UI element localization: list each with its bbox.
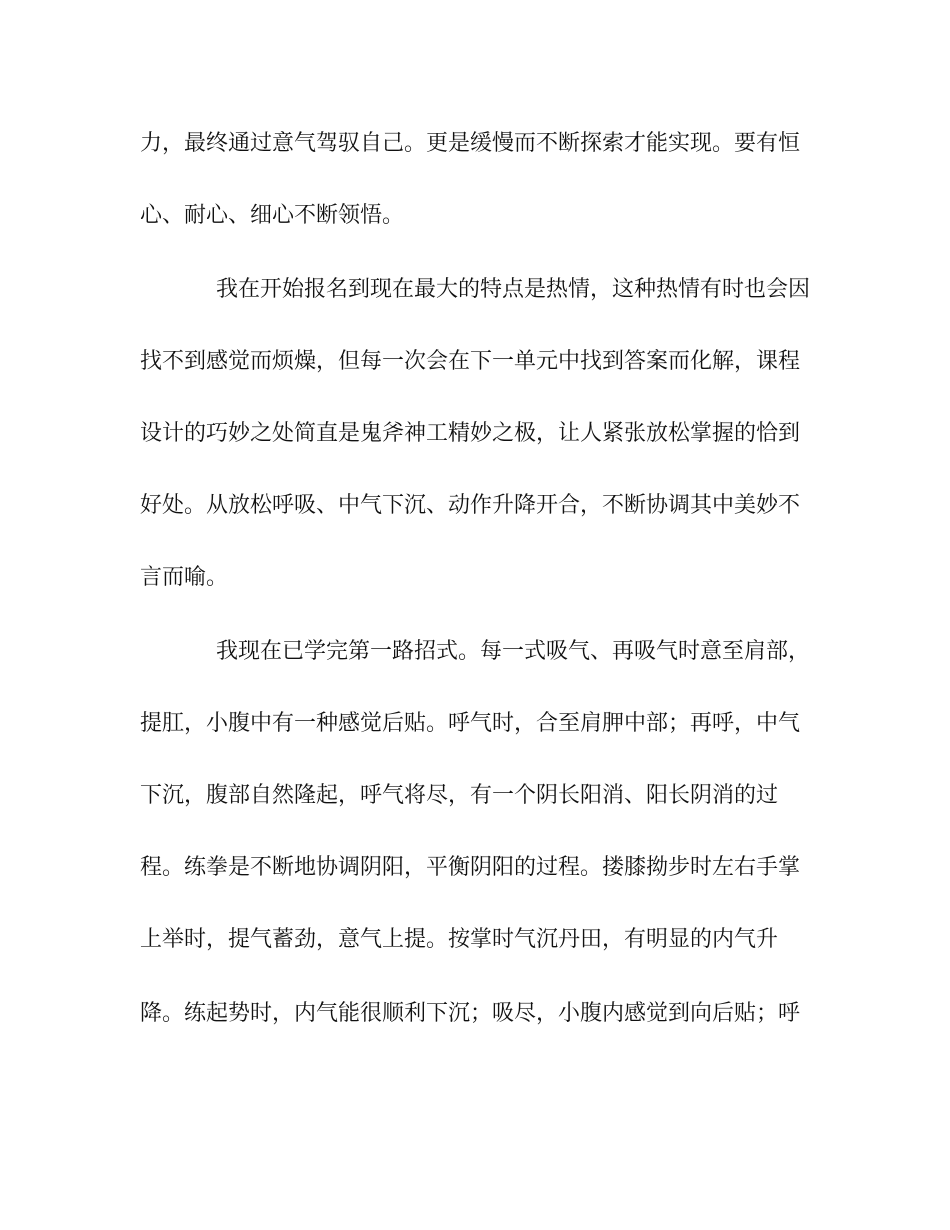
text-line: 心、耐心、细心不断领悟。 — [140, 203, 405, 228]
text-line: 提肛，小腹中有一种感觉后贴。呼气时，合至肩胛中部；再呼，中气 — [140, 711, 801, 736]
text-line: 我现在已学完第一路招式。每一式吸气、再吸气时意至肩部， — [216, 639, 811, 664]
text-line: 程。练拳是不断地协调阴阳，平衡阴阳的过程。搂膝拗步时左右手掌 — [140, 855, 801, 880]
text-line: 言而喻。 — [140, 565, 229, 590]
text-line: 力，最终通过意气驾驭自己。更是缓慢而不断探索才能实现。要有恒 — [140, 131, 801, 156]
text-line: 找不到感觉而烦燥，但每一次会在下一单元中找到答案而化解，课程 — [140, 349, 801, 374]
text-line: 下沉，腹部自然隆起，呼气将尽，有一个阴长阳消、阳长阴消的过 — [140, 783, 779, 808]
text-line: 好处。从放松呼吸、中气下沉、动作升降开合，不断协调其中美妙不 — [140, 493, 801, 518]
text-line: 降。练起势时，内气能很顺利下沉；吸尽，小腹内感觉到向后贴；呼 — [140, 1001, 801, 1026]
text-line: 设计的巧妙之处简直是鬼斧神工精妙之极，让人紧张放松掌握的恰到 — [140, 421, 801, 446]
text-line: 我在开始报名到现在最大的特点是热情，这种热情有时也会因 — [216, 277, 811, 302]
text-line: 上举时，提气蓄劲，意气上提。按掌时气沉丹田，有明显的内气升 — [140, 927, 779, 952]
